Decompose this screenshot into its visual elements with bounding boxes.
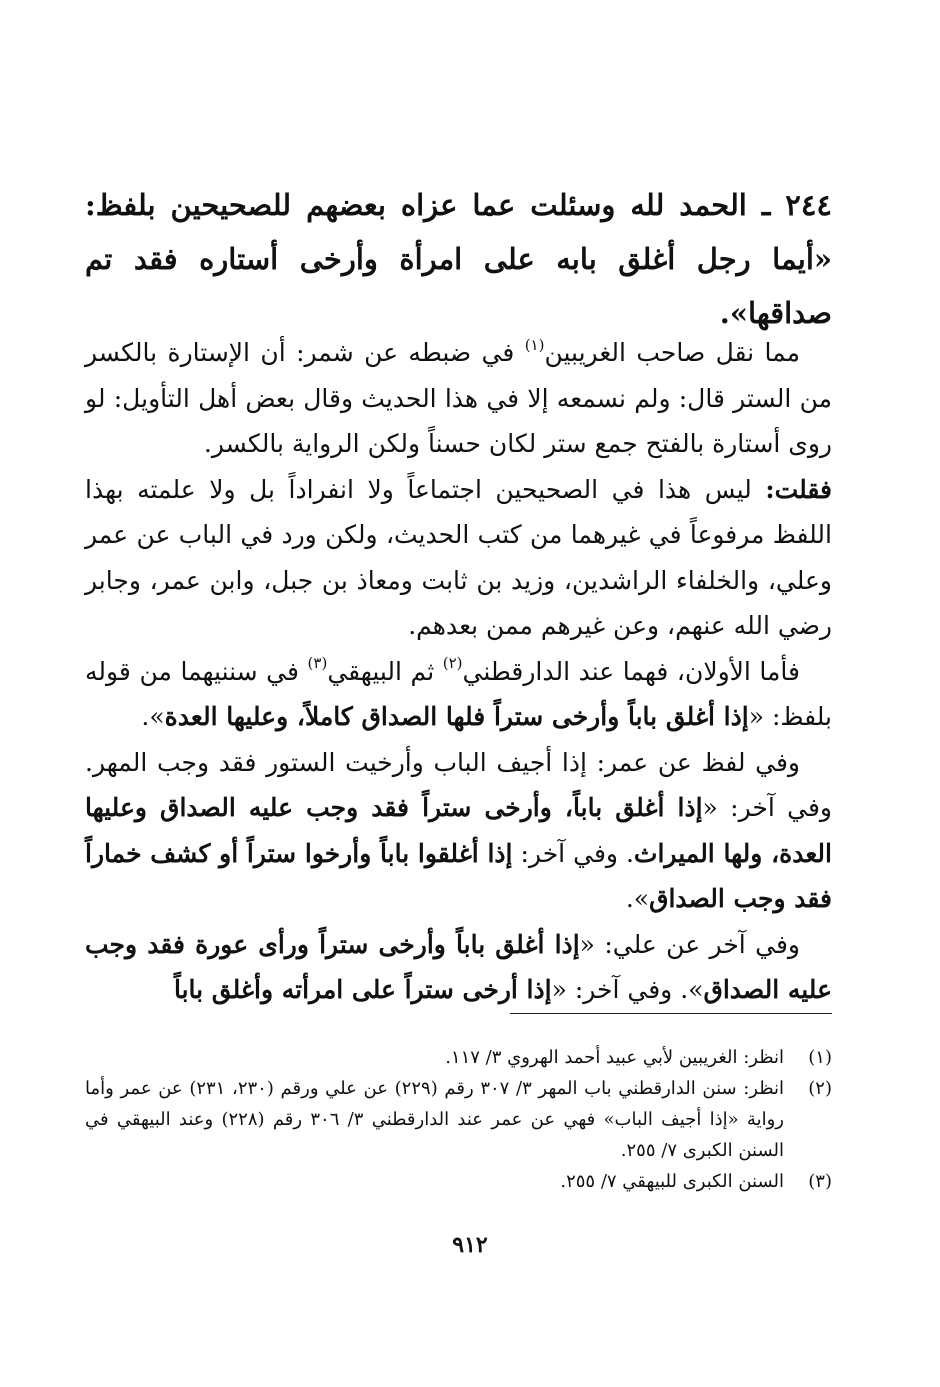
paragraph-1 — [85, 330, 832, 467]
footnote-ref-3[interactable]: (٣) — [307, 654, 328, 673]
footnote-1 — [85, 1042, 832, 1073]
paragraph-2 — [85, 467, 832, 649]
paragraph-2-label: فقلت: — [765, 474, 832, 504]
p4-text-b: . وفي آخر: — [512, 838, 634, 868]
heading-line-3: صداقها». — [719, 296, 832, 330]
footnote-ref-2[interactable]: (٢) — [442, 654, 463, 673]
heading-line-2: بلفظ: «أيما رجل أغلق بابه على امرأة وأرخى أستاره فقد تم — [85, 188, 832, 276]
p3-text-c: في سننيهما من قوله بلفظ: « — [85, 656, 832, 731]
p1-text-a: مما نقل صاحب الغريبين — [544, 338, 800, 367]
p3-quote: إذا أغلق باباً وأرخى ستراً فلها الصداق كاملاً، وعليها العدة — [164, 702, 749, 731]
paragraph-3 — [85, 649, 832, 740]
heading-line-1: ٢٤٤ ـ الحمد لله وسئلت عما عزاه بعضهم للصحيحين — [170, 188, 832, 222]
p5-text-a: وفي آخر عن علي: « — [579, 929, 800, 959]
p4-quote-2: إذا أغلقوا باباً وأرخوا ستراً أو كشف خماراً فقد وجب الصداق — [85, 838, 832, 913]
page-number: ٩١٢ — [452, 1232, 488, 1258]
p5-text-b: ». وفي آخر: « — [551, 975, 704, 1004]
footnote-text: السنن الكبرى للبيهقي ٧/ ٢٥٥. — [560, 1171, 784, 1192]
question-heading — [85, 178, 832, 340]
p5-quote-2: إذا أرخى ستراً على امرأته وأغلق باباً — [173, 975, 552, 1004]
p4-text-c: ». — [625, 884, 650, 913]
p3-text-d: ». — [141, 702, 165, 731]
footnote-number: (٢) — [808, 1078, 832, 1099]
footnote-2 — [85, 1073, 832, 1166]
footnotes — [85, 1042, 832, 1197]
footnote-ref-1[interactable]: (١) — [524, 335, 545, 354]
p4-text-a: وفي لفظ عن عمر: إذا أجيف الباب وأرخيت الستور فقد وجب المهر. وفي آخر: « — [85, 747, 832, 822]
footnote-text: انظر: سنن الدارقطني باب المهر ٣/ ٣٠٧ رقم (٢٢٩) عن علي ورقم (٢٣٠، ٢٣١) عن عمر وأما رواية «إذا أجيف الباب» فهي عن عمر عند الدارقطني ٣/ ٣٠٦ رقم (٢٢٨) وعند البيهقي في السنن الكبرى ٧/ ٢٥٥. — [85, 1078, 785, 1161]
answer-body — [85, 330, 832, 1013]
p5-quote-1: إذا أغلق باباً وأرخى ستراً ورأى عورة فقد وجب عليه الصداق — [85, 929, 832, 1004]
footnote-number: (٣) — [808, 1171, 832, 1192]
paragraph-4 — [85, 740, 832, 922]
footnote-text: انظر: الغريبين لأبي عبيد أحمد الهروي ٣/ ١١٧. — [445, 1047, 784, 1068]
p1-text-b: في ضبطه عن شمر: أن الإستارة بالكسر من الستر قال: ولم نسمعه إلا في هذا الحديث وقال بعض أهل التأويل: لو روى أستارة بالفتح جمع ستر لكان حسناً ولكن الرواية بالكسر. — [85, 338, 832, 458]
p4-quote-1: إذا أغلق باباً، وأرخى ستراً فقد وجب عليه الصداق وعليها العدة، ولها الميراث — [85, 793, 832, 868]
footnote-separator — [510, 1013, 832, 1014]
paragraph-2-text: ليس هذا في الصحيحين اجتماعاً ولا انفراداً بل ولا علمته بهذا اللفظ مرفوعاً في غيرهما من كتب الحديث، ولكن ورد في الباب عن عمر وعلي، والخلفاء الراشدين، وزيد بن ثابت ومعاذ بن جبل، وابن عمر، وجابر رضي الله عنهم، وعن غيرهم ممن بعدهم. — [85, 474, 832, 640]
footnote-number: (١) — [808, 1047, 832, 1068]
footnote-3 — [85, 1166, 832, 1197]
p3-text-a: فأما الأولان، فهما عند الدارقطني — [462, 656, 801, 686]
p3-text-b: ثم البيهقي — [327, 656, 443, 686]
paragraph-5 — [85, 922, 832, 1013]
